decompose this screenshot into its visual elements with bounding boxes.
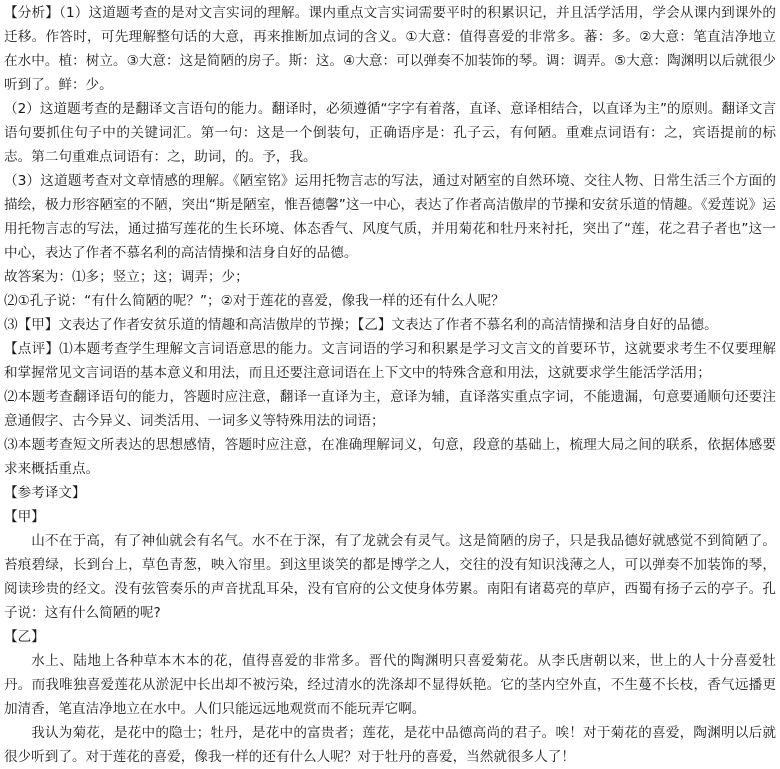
translation-jia-label: 【甲】 (4, 509, 45, 525)
comment-1: 【点评】⑴本题考查学生理解文言词语意思的能力。文言词语的学习和积累是学习文言文的首要环节，这就要求考生不仅要理解和掌握常见文言词语的基本意义和用法，而且还要注意词语在上下文中的特殊含意和用法，这就要求学生能活学活用； (4, 341, 776, 381)
analysis-q1: 【分析】（1）这道题考查的是对文言实词的理解。课内重点文言实词需要平时的积累识记，并且活学活用，学会从课内到课外的迁移。作答时，可先理解整句话的大意，再来推断加点词的含义。①大意：值得喜爱的非常多。蕃：多。②大意：笔直洁净地立在水中。植：树立。③大意：这是简陋的房子。斯：这。④大意：可以弹奏不加装饰的琴。调：调弄。⑤大意：陶渊明以后就很少听到了。鲜：少。 (4, 5, 776, 93)
translation-heading: 【参考译文】 (4, 485, 86, 501)
answer-3: ⑶【甲】文表达了作者安贫乐道的情趣和高洁傲岸的节操；【乙】文表达了作者不慕名利的高洁情操和洁身自好的品德。 (4, 317, 718, 333)
translation-yi-text-1: 水上、陆地上各种草本木本的花，值得喜爱的非常多。晋代的陶渊明只喜爱菊花。从李氏唐朝以来，世上的人十分喜爱牡丹。而我唯独喜爱莲花从淤泥中长出却不被污染，经过清水的洗涤却不显得妖艳。它的茎内空外直，不生蔓不长枝，香气远播更加清香，笔直洁净地立在水中。人们只能远远地观赏而不能玩弄它啊。 (4, 653, 776, 717)
translation-jia-text: 山不在于高，有了神仙就会有名气。水不在于深，有了龙就会有灵气。这是简陋的房子，只是我品德好就感觉不到简陋了。苔痕碧绿，长到台上，草色青葱，映入帘里。到这里谈笑的都是博学之人，交往的没有知识浅薄之人，可以弹奏不加装饰的琴，阅读珍贵的经文。没有弦管奏乐的声音扰乱耳朵，没有官府的公文使身体劳累。南阳有诸葛亮的草庐，西蜀有扬子云的亭子。孔子说：这有什么简陋的呢? (4, 533, 776, 621)
analysis-q2: （2）这道题考查的是翻译文言语句的能力。翻译时，必须遵循“字字有着落，直译、意译相结合，以直译为主”的原则。翻译文言语句要抓住句子中的关键词汇。第一句：这是一个倒装句，正确语序是：孔子云，有何陋。重难点词语有：之，宾语提前的标志。第二句重难点词语有：之，助词，的。予，我。 (4, 101, 776, 165)
comment-2: ⑵本题考查翻译语句的能力，答题时应注意，翻译一直译为主，意译为辅，直译落实重点字词，不能遗漏，句意要通顺句还要注意通假字、古今异义、词类活用、一词多义等特殊用法的词语； (4, 389, 776, 429)
answer-2: ⑵①孔子说：“有什么简陋的呢？”；②对于莲花的喜爱，像我一样的还有什么人呢？ (4, 293, 505, 309)
analysis-q3: （3）这道题考查对文章情感的理解。《陋室铭》运用托物言志的写法，通过对陋室的自然环境、交往人物、日常生活三个方面的描绘，极力形容陋室的不陋，突出“斯是陋室，惟吾德馨”这一中心，表达了作者高洁傲岸的节操和安贫乐道的情趣。《爱莲说》运用托物言志的写法，通过描写莲花的生长环境、体态香气、风度气质，并用菊花和牡丹来衬托，突出了“莲，花之君子者也”这一中心，表达了作者不慕名利的高洁情操和洁身自好的品德。 (4, 173, 776, 261)
comment-3: ⑶本题考查短文所表达的思想感情，答题时应注意，在准确理解词义，句意，段意的基础上，梳理大局之间的联系，依据体感要求来概括重点。 (4, 437, 776, 477)
translation-yi-text-2: 我认为菊花，是花中的隐士；牡丹，是花中的富贵者；莲花，是花中品德高尚的君子。唉！对于菊花的喜爱，陶渊明以后就很少听到了。对于莲花的喜爱，像我一样的还有什么人呢？对于牡丹的喜爱，当然就很多人了！ (4, 725, 776, 765)
translation-yi-label: 【乙】 (4, 629, 45, 645)
answer-1: 故答案为：⑴多；竖立；这；调弄；少； (4, 269, 249, 285)
